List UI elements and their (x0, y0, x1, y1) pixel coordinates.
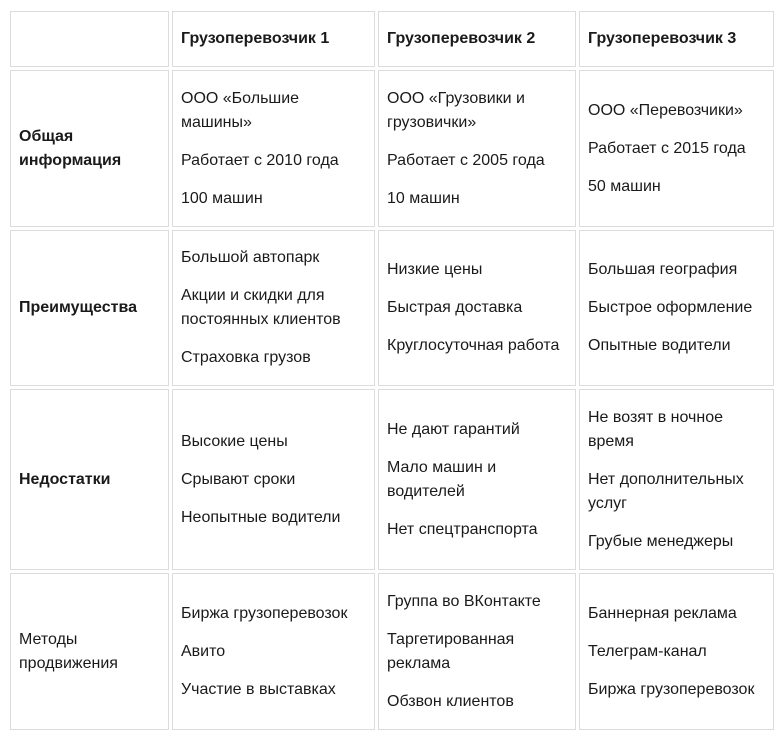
table-cell (172, 230, 375, 386)
table-cell (172, 389, 375, 570)
cell-line: Работает с 2015 года (588, 139, 746, 157)
cell-line: Мало машин и водителей (387, 458, 497, 500)
table-cell (579, 573, 774, 730)
cell-line: Нет спецтранспорта (387, 520, 538, 538)
table-cell (579, 70, 774, 227)
cell-line: Не дают гарантий (387, 420, 520, 438)
table-cell (378, 389, 576, 570)
cell-line: Обзвон клиентов (387, 692, 514, 710)
cell-line: Неопытные водители (181, 508, 341, 526)
table-cell (172, 573, 375, 730)
cell-line: ООО «Большие машины» (181, 89, 300, 131)
table-cell (172, 70, 375, 227)
column-header-carrier-1: Грузоперевозчик 1 (172, 11, 375, 67)
cell-line: Большая география (588, 261, 738, 278)
cell-line: Быстрое оформление (588, 299, 753, 316)
row-header-general-info: Общая информация (10, 70, 169, 227)
row-header-promotion-methods: Методы продвижения (10, 573, 169, 730)
cell-line: Большой автопарк (181, 249, 320, 266)
cell-line: ООО «Перевозчики» (588, 101, 743, 119)
cell-line: Работает с 2010 года (181, 151, 339, 169)
table-cell (378, 230, 576, 386)
table-row-advantages (10, 230, 774, 386)
table-cell (579, 389, 774, 570)
cell-line: 10 машин (387, 189, 460, 207)
cell-line: Нет дополнительных услуг (588, 470, 744, 512)
header-row (10, 11, 774, 67)
cell-line: ООО «Грузовики и грузовички» (387, 89, 525, 131)
comparison-table (7, 8, 777, 733)
cell-line: Круглосуточная работа (387, 337, 560, 354)
table-cell (378, 573, 576, 730)
table-row-promotion-methods (10, 573, 774, 730)
cell-line: Грубые менеджеры (588, 532, 734, 550)
cell-line: Низкие цены (387, 261, 483, 278)
cell-line: Акции и скидки для постоянных клиентов (181, 287, 341, 328)
column-header-carrier-2: Грузоперевозчик 2 (378, 11, 576, 67)
cell-line: Авито (181, 642, 226, 660)
cell-line: Срывают сроки (181, 470, 296, 488)
cell-line: Участие в выставках (181, 680, 336, 698)
column-header-carrier-3: Грузоперевозчик 3 (579, 11, 774, 67)
cell-line: Баннерная реклама (588, 604, 737, 622)
cell-line: Работает с 2005 года (387, 151, 545, 169)
cell-line: Группа во ВКонтакте (387, 592, 541, 610)
corner-cell (10, 11, 169, 67)
cell-line: Быстрая доставка (387, 299, 523, 316)
cell-line: Телеграм-канал (588, 642, 707, 660)
row-header-disadvantages: Недостатки (10, 389, 169, 570)
cell-line: Не возят в ночное время (588, 408, 724, 450)
cell-line: 100 машин (181, 189, 263, 207)
table-row-disadvantages (10, 389, 774, 570)
cell-line: Высокие цены (181, 432, 288, 450)
cell-line: Опытные водители (588, 337, 731, 354)
row-header-advantages: Преимущества (10, 230, 169, 386)
cell-line: 50 машин (588, 177, 661, 195)
table-row-general-info (10, 70, 774, 227)
cell-line: Биржа грузоперевозок (588, 680, 755, 698)
cell-line: Биржа грузоперевозок (181, 604, 348, 622)
table-cell (579, 230, 774, 386)
cell-line: Страховка грузов (181, 349, 311, 366)
table-cell (378, 70, 576, 227)
cell-line: Таргетированная реклама (387, 630, 515, 672)
